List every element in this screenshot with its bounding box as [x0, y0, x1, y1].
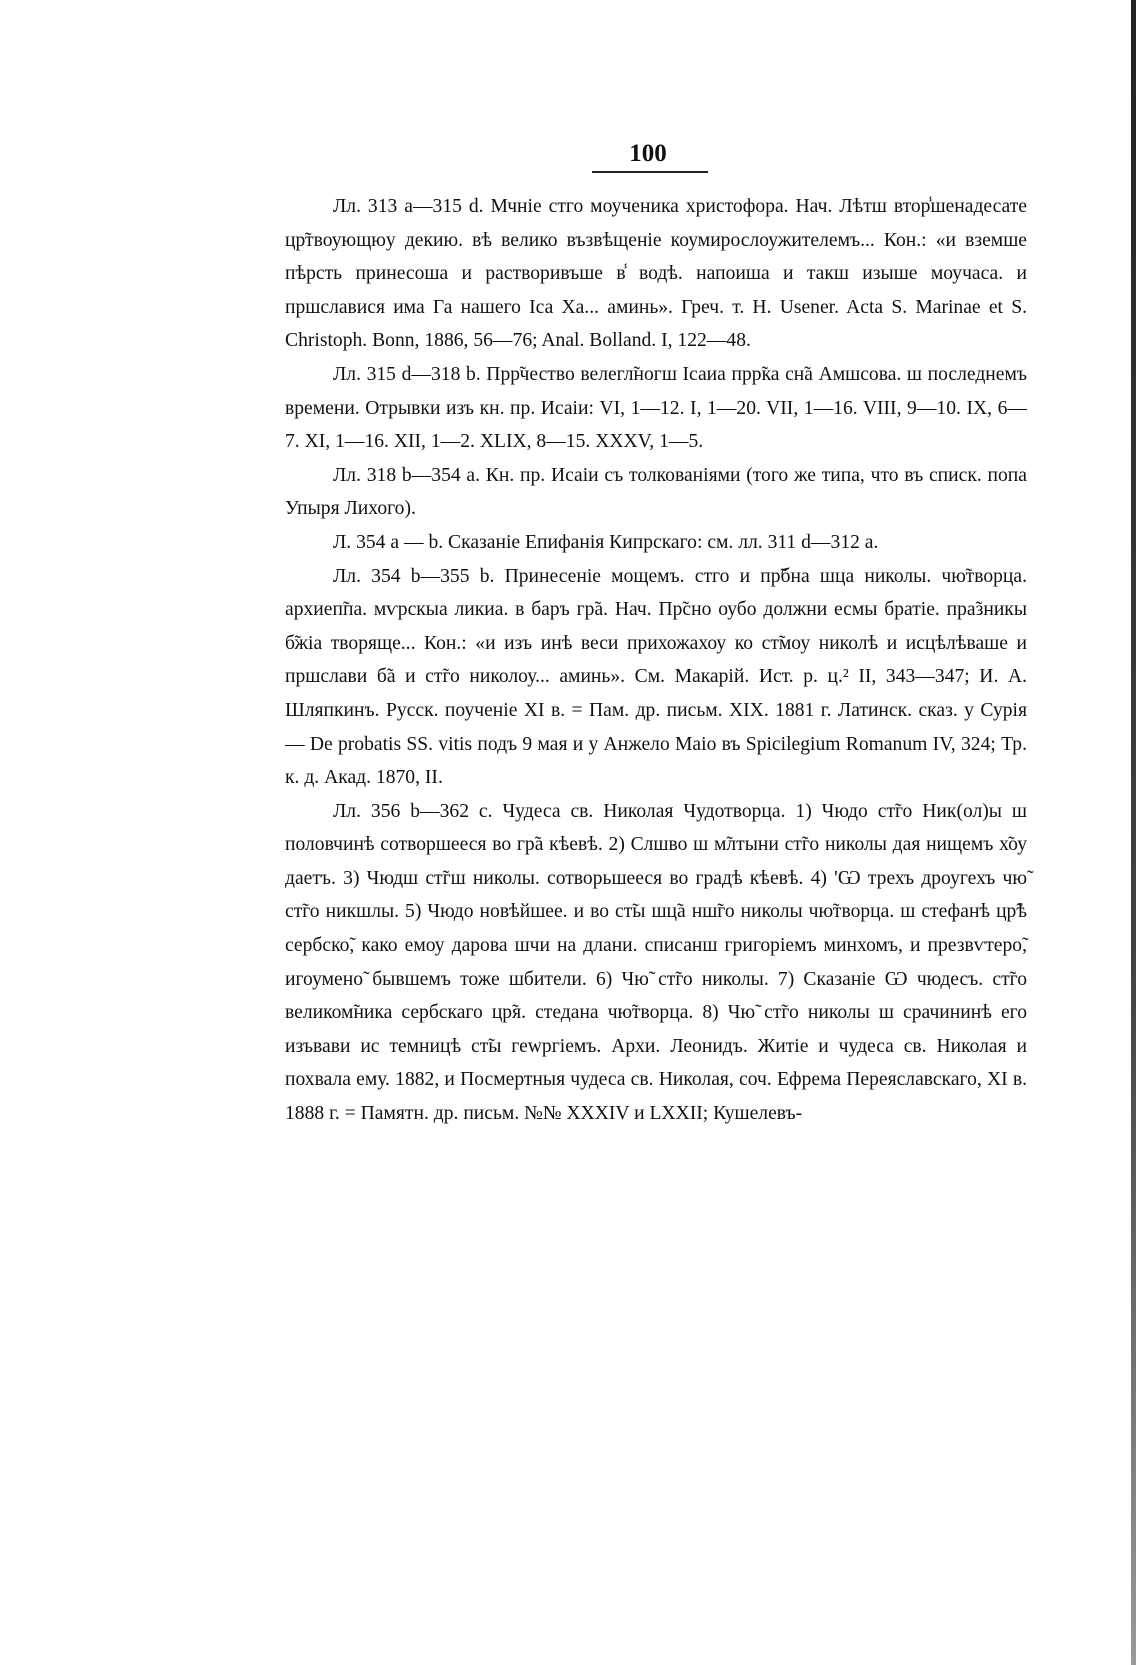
- page-body: [285, 190, 1027, 1131]
- entry-epiphanius: Л. 354 a — b. Сказаніе Епифанія Кипрскаго: см. лл. 311 d—312 а.: [333, 531, 879, 553]
- entry-miracles-nicholas: Лл. 356 b—362 с. Чудеса св. Николая Чудотворца. 1) Чюдо ст̃го Ник(ол)ы ш половчинѣ сотворшееся во гр̃а кѣевѣ. 2) Слшво ш м̃лтыни ст̃го николы дая нищемъ х̃оу даетъ. 3) Чюдш ст̃гш николы. сотворьшееся во градѣ кѣевѣ. 4) 'Ѡ трехъ дроугехъ чю̃ ст̃го никшлы. 5) Чюдо новѣйшее. и во ст̃ы шц̃а нш̃го николы чю̃творца. ш стефанѣ цр̃ѣ сербско̃, како емоу дарова шчи на длани. списанш григоріемъ минхомъ, и презвѵтеро̃, игоумено̃ бывшемъ тоже шбители. 6) Чю̃ ст̃го николы. 7) Сказаніе Ѡ чюдесъ. ст̃го великом̃ника сербскаго цр̃я. стедана чю̃творца. 8) Чю̃ ст̃го николы ш срачининѣ его изъвави ис темницѣ ст̃ы геwргіемъ. Архи. Леонидъ. Житiе и чудеса св. Николая и похвала ему. 1882, и Посмертныя чудеса св. Николая, соч. Ефрема Переяславскаго, XI в. 1888 г. = Памятн. др. письм. №№ XXXIV и LXXII; Кушелевъ-: [285, 800, 1027, 1125]
- page-edge-line: [1131, 0, 1136, 1665]
- entry-christopher: Лл. 313 а—315 d. Мчніе стго моученика христофора. Нач. Лѣтш втор̾шенадесате цр̃твоующюу декию. вѣ велико възвѣщеніе коумирослоужителемъ... Кон.: «и вземше пѣрсть принесоша и растворивъше в̾ водѣ. напоиша и такш изыше моучаса. и пршславися има Га нашего Іса Ха... аминь». Греч. т. Н. Usener. Acta S. Marinae et S. Christoph. Bonn, 1886, 56—76; Anal. Bolland. I, 122—48.: [285, 196, 1027, 352]
- page-number-rule: [592, 171, 708, 173]
- entry-isaiah-commentary: Лл. 318 b—354 а. Кн. пр. Исаiи съ толкованіями (того же типа, что въ списк. попа Упыря Лихого).: [285, 464, 1027, 520]
- entry-relics-nicholas: Лл. 354 b—355 b. Принесеніе мощемъ. стго и пр̃бна шца николы. чю̃творца. архиеп̃па. мѵрскыа ликиа. в баръ гр̃а. Нач. Пр̃сно оубо должни есмы братіе. пра̃зникы б̃жіа творяще... Кон.: «и изъ инѣ веси прихожахоу ко ст̃моу николѣ и исцѣлѣваше и пршслави б̃а и ст̃го николоу... аминь». См. Макарiй. Ист. р. ц.² II, 343—347; И. А. Шляпкинъ. Русск. поученіе XI в. = Пам. др. письм. XIX. 1881 г. Латинск. сказ. у Сурiя — De probatis SS. vitis подъ 9 мая и у Анжело Маiо въ Spicilegium Romanum IV, 324; Тр. к. д. Акад. 1870, II.: [285, 565, 1027, 789]
- entry-isaiah-prophecy: Лл. 315 d—318 b. Прр̃чество велегл̃ногш Ісаиа прр̃ка сн̃а Амшсова. ш последнемъ времени. Отрывки изъ кн. пр. Исаiи: VI, 1—12. I, 1—20. VII, 1—16. VIII, 9—10. IX, 6—7. XI, 1—16. XII, 1—2. XLIX, 8—15. XXXV, 1—5.: [285, 363, 1027, 453]
- page-number: 100: [629, 140, 667, 167]
